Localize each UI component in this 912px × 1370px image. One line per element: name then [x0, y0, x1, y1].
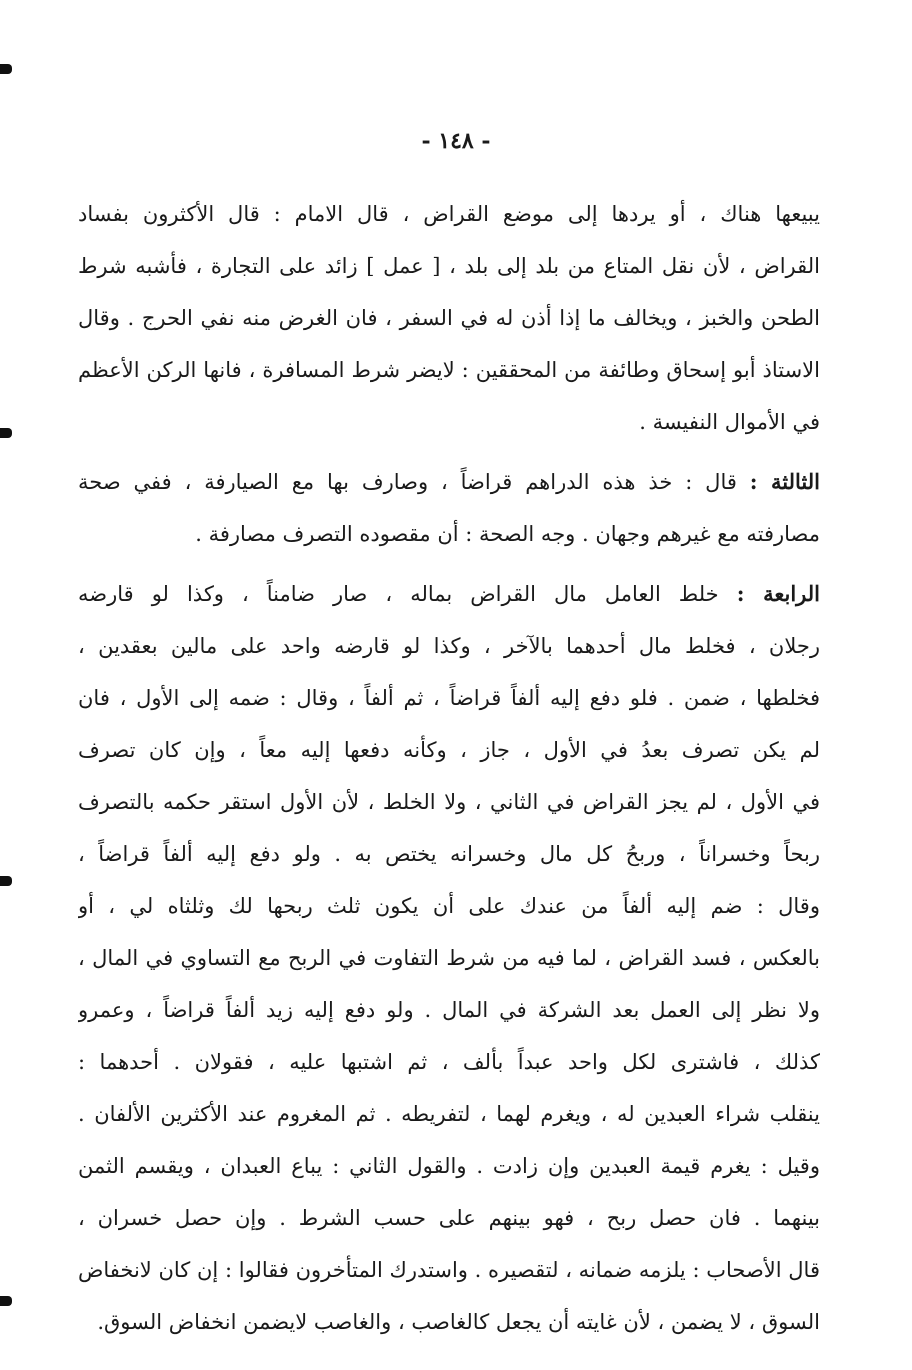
line-text: في الأموال النفيسة . [639, 410, 820, 434]
text-line [78, 292, 820, 344]
line-text: القراض ، لأن نقل المتاع من بلد إلى بلد ، [ عمل ] زائد على التجارة ، فأشبه شرط [78, 254, 820, 278]
text-line [78, 188, 820, 240]
text-line [78, 1088, 820, 1140]
line-text: لم يكن تصرف بعدُ في الأول ، جاز ، وكأنه دفعها إليه معاً ، وإن كان تصرف [78, 738, 820, 762]
section-lead-word: الرابعة : [736, 581, 820, 606]
line-text: بالعكس ، فسد القراض ، لما فيه من شرط التفاوت في الربح مع التساوي في المال ، [78, 946, 820, 970]
text-line [78, 932, 820, 984]
text-line [78, 828, 820, 880]
scan-edge-mark [0, 1296, 12, 1306]
line-text: قال الأصحاب : يلزمه ضمانه ، لتقصيره . واستدرك المتأخرون فقالوا : إن كان لانخفاض [78, 1258, 820, 1282]
text-line [78, 620, 820, 672]
page-number: - ١٤٨ - [421, 128, 491, 154]
text-line [78, 1036, 820, 1088]
paragraph-gap [78, 560, 820, 568]
text-line [78, 508, 820, 560]
scan-edge-mark [0, 876, 12, 886]
text-line [78, 880, 820, 932]
line-text: مصارفته مع غيرهم وجهان . وجه الصحة : أن مقصوده التصرف مصارفة . [195, 522, 820, 546]
line-text: كذلك ، فاشترى لكل واحد عبداً بألف ، ثم اشتبها عليه ، فقولان . أحدهما : [78, 1050, 820, 1074]
text-line [78, 344, 820, 396]
text-line [78, 1296, 820, 1348]
line-text: رجلان ، فخلط مال أحدهما بالآخر ، وكذا لو قارضه واحد على مالين بعقدين ، [78, 634, 820, 658]
line-text: فخلطها ، ضمن . فلو دفع إليه ألفاً قراضاً ، ثم ألفاً ، وقال : ضمه إلى الأول ، فان [78, 686, 820, 710]
text-line [78, 1192, 820, 1244]
text-line [78, 984, 820, 1036]
page-body-text [78, 188, 820, 1348]
line-text: ولا نظر إلى العمل بعد الشركة في المال . ولو دفع إليه زيد ألفاً قراضاً ، وعمرو [78, 998, 820, 1022]
line-text: السوق ، لا يضمن ، لأن غايته أن يجعل كالغاصب ، والغاصب لايضمن انخفاض السوق. [97, 1310, 820, 1334]
line-text: الاستاذ أبو إسحاق وطائفة من المحققين : لايضر شرط المسافرة ، فانها الركن الأعظم [78, 358, 820, 382]
paragraph [78, 188, 820, 448]
line-text: ينقلب شراء العبدين له ، ويغرم لهما ، لتفريطه . ثم المغروم عند الأكثرين الألفان . [78, 1102, 820, 1126]
section-lead-word: الثالثة : [749, 469, 820, 494]
line-text: وقال : ضم إليه ألفاً من عندك على أن يكون ثلث ربحها لك وثلثاه لي ، أو [78, 894, 820, 918]
line-text: بينهما . فان حصل ربح ، فهو بينهم على حسب الشرط . وإن حصل خسران ، [78, 1206, 820, 1230]
paragraph [78, 456, 820, 560]
text-line [78, 672, 820, 724]
paragraph-gap [78, 448, 820, 456]
scan-edge-mark [0, 64, 12, 74]
line-text: خلط العامل مال القراض بماله ، صار ضامناً ، وكذا لو قارضه [78, 582, 737, 606]
line-text: وقيل : يغرم قيمة العبدين وإن زادت . والقول الثاني : يباع العبدان ، ويقسم الثمن [78, 1154, 820, 1178]
text-line [78, 240, 820, 292]
line-text: الطحن والخبز ، ويخالف ما إذا أذن له في السفر ، فان الغرض منه نفي الحرج . وقال [78, 306, 820, 330]
text-line [78, 724, 820, 776]
text-line [78, 568, 820, 620]
paragraph [78, 568, 820, 1348]
line-text: يبيعها هناك ، أو يردها إلى موضع القراض ، قال الامام : قال الأكثرون بفساد [78, 202, 820, 226]
line-text: في الأول ، لم يجز القراض في الثاني ، ولا الخلط ، لأن الأول استقر حكمه بالتصرف [78, 790, 820, 814]
line-text: ربحاً وخسراناً ، وربحُ كل مال وخسرانه يختص به . ولو دفع إليه ألفاً قراضاً ، [78, 842, 820, 866]
text-line [78, 396, 820, 448]
text-line [78, 456, 820, 508]
line-text: قال : خذ هذه الدراهم قراضاً ، وصارف بها مع الصيارفة ، ففي صحة [78, 470, 750, 494]
text-line [78, 1140, 820, 1192]
text-line [78, 776, 820, 828]
scan-edge-mark [0, 428, 12, 438]
text-line [78, 1244, 820, 1296]
